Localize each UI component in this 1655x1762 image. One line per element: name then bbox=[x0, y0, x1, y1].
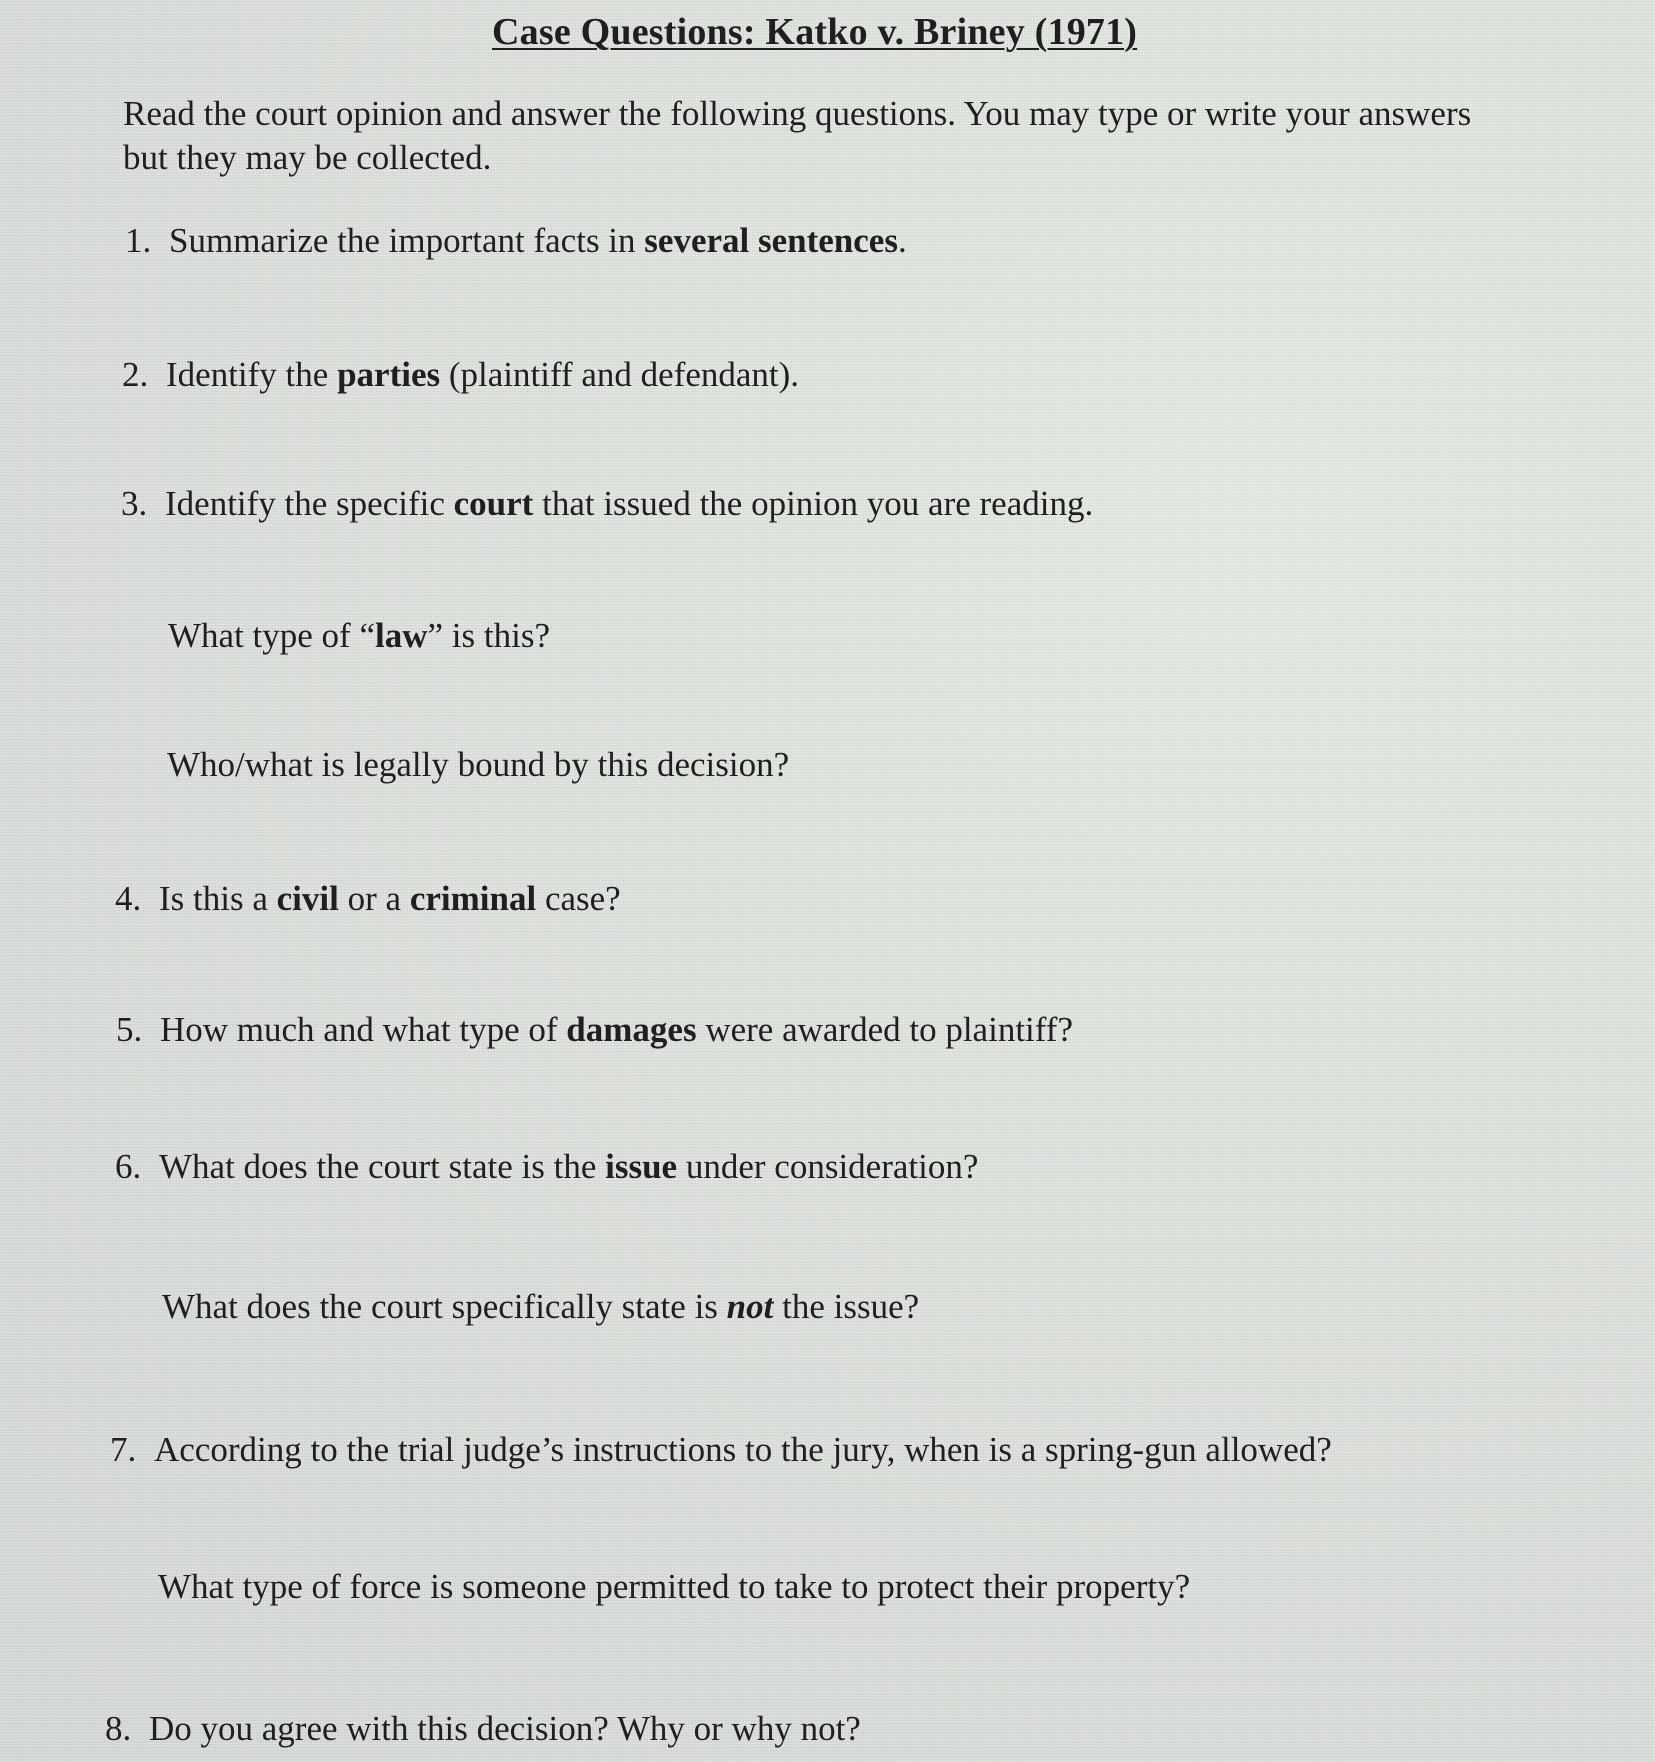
question-6 bbox=[115, 1147, 978, 1187]
question-number: 1. bbox=[125, 221, 152, 260]
question-3-followup-law-type bbox=[168, 616, 550, 656]
question-3 bbox=[121, 484, 1093, 524]
question-emphasis: law bbox=[375, 616, 428, 655]
question-text: case? bbox=[536, 879, 621, 918]
question-number: 7. bbox=[110, 1430, 137, 1469]
question-emphasis: not bbox=[726, 1287, 774, 1326]
question-text: Identify the specific bbox=[165, 484, 454, 523]
question-text: the issue? bbox=[773, 1287, 920, 1326]
question-text: (plaintiff and defendant). bbox=[440, 355, 800, 394]
question-text: Summarize the important facts in bbox=[169, 221, 645, 260]
question-text: that issued the opinion you are reading. bbox=[533, 484, 1094, 523]
question-7 bbox=[110, 1430, 1332, 1470]
question-text: . bbox=[897, 221, 907, 260]
question-emphasis: parties bbox=[337, 355, 441, 394]
question-emphasis: issue bbox=[605, 1147, 678, 1186]
question-1 bbox=[125, 221, 907, 261]
question-number: 6. bbox=[115, 1147, 142, 1186]
worksheet-title: Case Questions: Katko v. Briney (1971) bbox=[492, 11, 1138, 53]
question-emphasis: several sentences bbox=[644, 221, 898, 260]
question-text: or a bbox=[338, 879, 410, 918]
question-number: 4. bbox=[115, 879, 142, 918]
instructions-paragraph: Read the court opinion and answer the following questions. You may type or write your answers but they may be collected. bbox=[123, 94, 1472, 177]
question-text: Do you agree with this decision? Why or why not? bbox=[149, 1709, 861, 1748]
question-text: How much and what type of bbox=[160, 1010, 567, 1049]
question-text: under consideration? bbox=[677, 1147, 979, 1186]
question-text: ” is this? bbox=[427, 616, 550, 655]
question-8 bbox=[105, 1709, 861, 1749]
question-4 bbox=[115, 879, 621, 919]
question-emphasis: court bbox=[453, 484, 534, 523]
question-7-followup-force bbox=[158, 1567, 1190, 1607]
question-text: were awarded to plaintiff? bbox=[696, 1010, 1073, 1049]
question-5 bbox=[116, 1010, 1073, 1050]
question-2 bbox=[122, 355, 799, 395]
question-text: What does the court specifically state is bbox=[162, 1287, 727, 1326]
question-text: What does the court state is the bbox=[159, 1147, 606, 1186]
question-number: 2. bbox=[122, 355, 149, 394]
question-text: Who/what is legally bound by this decision? bbox=[167, 745, 790, 784]
question-number: 8. bbox=[105, 1709, 132, 1748]
question-emphasis: damages bbox=[566, 1010, 697, 1049]
question-text: What type of force is someone permitted to take to protect their property? bbox=[158, 1567, 1191, 1606]
question-number: 5. bbox=[116, 1010, 143, 1049]
question-3-followup-bound bbox=[167, 745, 789, 785]
question-number: 3. bbox=[121, 484, 148, 523]
question-text: Is this a bbox=[159, 879, 277, 918]
question-text: What type of “ bbox=[168, 616, 375, 655]
question-emphasis: criminal bbox=[409, 879, 537, 918]
question-text: According to the trial judge’s instructions to the jury, when is a spring-gun allowed? bbox=[154, 1430, 1332, 1469]
question-text: Identify the bbox=[166, 355, 338, 394]
question-emphasis: civil bbox=[276, 879, 339, 918]
question-6-followup-not-issue bbox=[162, 1287, 919, 1327]
